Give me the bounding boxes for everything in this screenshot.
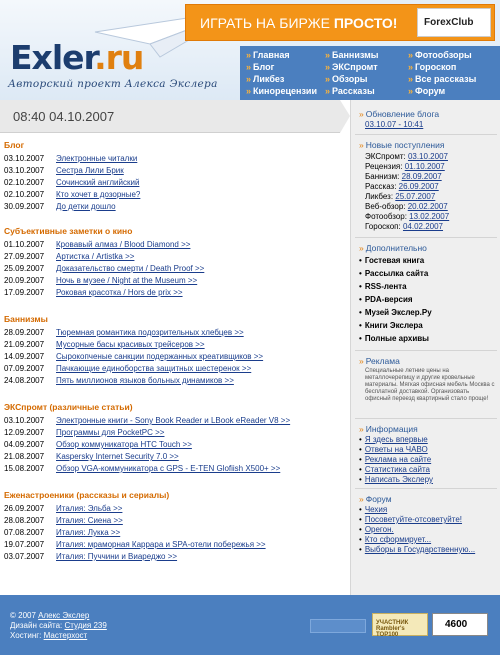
list-item	[4, 428, 164, 437]
forum-item	[359, 515, 462, 524]
forum-link[interactable]: Кто сформирует...	[364, 535, 432, 544]
sidebar-title-new: » Новые поступления	[359, 140, 444, 150]
new-item	[365, 152, 448, 161]
item-date: 15.08.2007	[4, 464, 45, 473]
item-link[interactable]: Артистка / Artistka >>	[56, 252, 135, 261]
visitor-counter-badge[interactable]	[432, 613, 488, 636]
info-item	[359, 435, 428, 444]
item-date: 03.10.2007	[4, 154, 45, 163]
banner-brand: ForexClub	[424, 17, 474, 28]
list-item	[4, 276, 197, 285]
nav-expromt[interactable]: » ЭКСпромт	[325, 62, 378, 72]
extra-guestbook[interactable]: • Гостевая книга	[359, 256, 424, 265]
banner-brand-logo	[417, 8, 491, 37]
item-date: 03.07.2007	[4, 552, 45, 561]
nav-likbez[interactable]: » Ликбез	[246, 74, 284, 84]
section-title-kino: Субъективные заметки о кино	[4, 226, 133, 236]
list-item	[4, 288, 183, 297]
list-item	[4, 264, 204, 273]
logo-domain: .ru	[94, 38, 144, 77]
item-link[interactable]: Ночь в музее / Night at the Museum >>	[56, 276, 198, 285]
item-link[interactable]: Сырокопченые санкции подержанных креативщиков >>	[56, 352, 264, 361]
forum-item	[359, 545, 475, 554]
divider	[355, 350, 497, 351]
item-date: 27.09.2007	[4, 252, 45, 261]
current-datetime: 08:40 04.10.2007	[13, 109, 115, 124]
list-item	[4, 240, 190, 249]
item-date: 07.08.2007	[4, 528, 45, 537]
footer-design	[10, 621, 107, 630]
item-date: 07.09.2007	[4, 364, 45, 373]
item-date: 19.07.2007	[4, 540, 45, 549]
item-date: 30.09.2007	[4, 202, 45, 211]
sidebar-title-forum: » Форум	[359, 494, 392, 504]
new-item	[365, 202, 448, 211]
list-item	[4, 516, 123, 525]
site-header	[0, 0, 500, 100]
new-item	[365, 182, 439, 191]
item-date: 02.10.2007	[4, 190, 45, 199]
extra-archives[interactable]: • Полные архивы	[359, 334, 429, 343]
nav-glavnaya[interactable]: » Главная	[246, 50, 290, 60]
forum-item	[359, 535, 431, 544]
item-date: 12.09.2007	[4, 428, 45, 437]
info-link[interactable]: Статистика сайта	[364, 465, 430, 474]
item-link[interactable]: До детки дошло	[56, 202, 116, 211]
new-item-date[interactable]: 25.07.2007	[395, 192, 436, 201]
item-link[interactable]: Пачкающие единоборства защитных шестеренок >>	[56, 364, 252, 373]
section-title-expromt: ЭКСпромт (различные статьи)	[4, 402, 133, 412]
item-date: 04.09.2007	[4, 440, 45, 449]
item-date: 14.09.2007	[4, 352, 45, 361]
new-item-date[interactable]: 28.09.2007	[401, 172, 442, 181]
footer-hosting	[10, 631, 87, 640]
info-link[interactable]: Я здесь впервые	[364, 435, 428, 444]
list-item	[4, 202, 116, 211]
top-navigation	[240, 46, 500, 100]
item-date: 03.10.2007	[4, 416, 45, 425]
site-tagline: Авторский проект Алекса Экслера	[8, 78, 218, 90]
info-item	[359, 465, 430, 474]
item-date: 03.10.2007	[4, 166, 45, 175]
item-link[interactable]: Италия: мраморная Каррара и SPA-отели побережья >>	[56, 540, 266, 549]
item-link[interactable]: Обзор VGA-коммуникатора с GPS - E-TEN Glofiish X500+ >>	[56, 464, 281, 473]
info-link[interactable]: Написать Экслеру	[364, 475, 433, 484]
footer-copyright	[10, 611, 89, 620]
list-item	[4, 166, 124, 175]
item-date: 02.10.2007	[4, 178, 45, 187]
forum-link[interactable]: Орегон.	[364, 525, 394, 534]
nav-bannizmy[interactable]: » Баннизмы	[325, 50, 379, 60]
forum-link[interactable]: Чехия	[364, 505, 388, 514]
item-date: 17.09.2007	[4, 288, 45, 297]
nav-goroskop[interactable]: » Гороскоп	[408, 62, 456, 72]
rambler-badge-text: УЧАСТНИК Rambler's TOP100	[376, 620, 409, 638]
forum-item	[359, 505, 387, 514]
nav-vse-rasskazy[interactable]: » Все рассказы	[408, 74, 476, 84]
list-item	[4, 452, 179, 461]
new-item-label: Ликбез:	[365, 192, 396, 201]
nav-blog[interactable]: » Блог	[246, 62, 274, 72]
new-item-date[interactable]: 26.09.2007	[398, 182, 439, 191]
info-link[interactable]: Ответы на ЧАВО	[364, 445, 428, 454]
new-item-date[interactable]: 13.02.2007	[409, 212, 450, 221]
section-title-ezhenastroeniki: Еженастроеники (рассказы и сериалы)	[4, 490, 170, 500]
list-item	[4, 252, 134, 261]
item-link[interactable]: Мусорные басы красивых трейсеров >>	[56, 340, 205, 349]
new-item	[365, 162, 445, 171]
copyright-prefix: © 2007	[10, 611, 39, 620]
item-link[interactable]: Тюремная романтика подозрительных хлебцев >>	[56, 328, 244, 337]
new-item	[365, 222, 443, 231]
info-item	[359, 455, 431, 464]
new-item-label: Гороскоп:	[365, 222, 403, 231]
list-item	[4, 440, 192, 449]
datetime-bar	[0, 100, 350, 133]
site-footer	[0, 595, 500, 655]
item-date: 21.09.2007	[4, 340, 45, 349]
list-item	[4, 178, 139, 187]
list-item	[4, 340, 205, 349]
item-link[interactable]: Электронные книги - Sony Book Reader и LBook eReader V8 >>	[56, 416, 291, 425]
list-item	[4, 464, 280, 473]
nav-obzory[interactable]: » Обзоры	[325, 74, 367, 84]
ads-text[interactable]: Специальные летние цены на металлочерепицу и другие кровельные материалы. Мягкая офисная мебель Москва с бесплатной доставкой. Организовать офисный переезд квартирный стало проще!	[365, 368, 495, 402]
item-link[interactable]: Kaspersky Internet Security 7.0 >>	[56, 452, 179, 461]
new-item-date[interactable]: 20.02.2007	[407, 202, 448, 211]
list-item	[4, 328, 244, 337]
sidebar-title-info: » Информация	[359, 424, 418, 434]
design-studio-link[interactable]: Студия 239	[64, 621, 107, 630]
main-content	[0, 133, 350, 595]
divider	[355, 237, 497, 238]
item-link[interactable]: Кто хочет в дозорные?	[56, 190, 141, 199]
right-sidebar	[350, 100, 500, 595]
item-date: 25.09.2007	[4, 264, 45, 273]
rambler-top100-badge[interactable]	[372, 613, 428, 636]
new-item-date[interactable]: 03.10.2007	[407, 152, 448, 161]
item-date: 01.10.2007	[4, 240, 45, 249]
item-link[interactable]: Италия: Сиена >>	[56, 516, 123, 525]
forum-item	[359, 525, 394, 534]
item-link[interactable]: Италия: Пуччини и Виареджо >>	[56, 552, 178, 561]
list-item	[4, 552, 177, 561]
new-item-label: ЭКСпромт:	[365, 152, 408, 161]
item-date: 21.08.2007	[4, 452, 45, 461]
new-item-label: Веб-обзор:	[365, 202, 408, 211]
item-date: 24.08.2007	[4, 376, 45, 385]
item-link[interactable]: Кровавый алмаз / Blood Diamond >>	[56, 240, 191, 249]
forex-banner[interactable]	[185, 4, 495, 41]
new-item	[365, 212, 449, 221]
item-link[interactable]: Пять миллионов языков больных динамиков >>	[56, 376, 234, 385]
hosting-prefix: Хостинг:	[10, 631, 44, 640]
extra-pda[interactable]: • PDA-версия	[359, 295, 413, 304]
item-link[interactable]: Сестра Лили Брик	[56, 166, 124, 175]
hosting-link[interactable]: Мастерхост	[43, 631, 88, 640]
item-link[interactable]: Обзор коммуникатора HTC Touch >>	[56, 440, 192, 449]
divider	[355, 418, 497, 419]
list-item	[4, 154, 137, 163]
blog-update-time	[365, 120, 423, 129]
divider	[355, 134, 497, 135]
copyright-author-link[interactable]: Алекс Экслер	[38, 611, 90, 620]
section-title-bannizmy: Баннизмы	[4, 314, 48, 324]
section-title-blog: Блог	[4, 140, 25, 150]
item-link[interactable]: Сочинский английский	[56, 178, 140, 187]
info-item	[359, 475, 433, 484]
item-date: 28.09.2007	[4, 328, 45, 337]
list-item	[4, 540, 266, 549]
new-item-label: Рассказ:	[365, 182, 399, 191]
new-item-label: Баннизм:	[365, 172, 402, 181]
item-date: 28.08.2007	[4, 516, 45, 525]
item-link[interactable]: Электронные читалки	[56, 154, 138, 163]
item-link[interactable]: Доказательство смерти / Death Proof >>	[56, 264, 205, 273]
new-item	[365, 192, 435, 201]
divider	[355, 488, 497, 489]
item-link[interactable]: Программы для PocketPC >>	[56, 428, 165, 437]
new-item-date[interactable]: 01.10.2007	[404, 162, 445, 171]
nav-kinoretsenzii[interactable]: » Кинорецензии	[246, 86, 317, 96]
footer-counter-box[interactable]	[310, 619, 366, 633]
extra-mailing[interactable]: • Рассылка сайта	[359, 269, 428, 278]
list-item	[4, 190, 140, 199]
site-logo[interactable]	[10, 38, 143, 77]
new-item-label: Фотообзор:	[365, 212, 410, 221]
sidebar-title-update: » Обновление блога	[359, 109, 439, 119]
new-item-date[interactable]: 04.02.2007	[402, 222, 444, 231]
extra-rss[interactable]: • RSS-лента	[359, 282, 407, 291]
list-item	[4, 416, 290, 425]
item-link[interactable]: Италия: Лукка >>	[56, 528, 121, 537]
list-item	[4, 504, 122, 513]
nav-fotoobzory[interactable]: » Фотообзоры	[408, 50, 472, 60]
nav-rasskazy[interactable]: » Рассказы	[325, 86, 375, 96]
list-item	[4, 364, 251, 373]
banner-text	[200, 15, 397, 31]
extra-books[interactable]: • Книги Экслера	[359, 321, 423, 330]
item-date: 20.09.2007	[4, 276, 45, 285]
blog-update-link[interactable]: 03.10.07 - 10:41	[365, 120, 424, 129]
new-item	[365, 172, 442, 181]
item-date: 26.09.2007	[4, 504, 45, 513]
sidebar-title-extra: » Дополнительно	[359, 243, 427, 253]
sidebar-title-ads: » Реклама	[359, 356, 400, 366]
item-link[interactable]: Италия: Эльба >>	[56, 504, 123, 513]
design-prefix: Дизайн сайта:	[10, 621, 65, 630]
logo-main: Exler	[10, 38, 95, 77]
list-item	[4, 528, 120, 537]
info-item	[359, 445, 428, 454]
forum-link[interactable]: Выборы в Государственную...	[364, 545, 476, 554]
extra-museum[interactable]: • Музей Экслер.Ру	[359, 308, 432, 317]
list-item	[4, 352, 263, 361]
item-link[interactable]: Роковая красотка / Hors de prix >>	[56, 288, 183, 297]
list-item	[4, 376, 234, 385]
nav-forum[interactable]: » Форум	[408, 86, 445, 96]
chevron-right-icon	[340, 100, 350, 133]
info-link[interactable]: Реклама на сайте	[364, 455, 432, 464]
forum-link[interactable]: Посоветуйте-отсоветуйте!	[364, 515, 463, 524]
visitor-count: 4600	[445, 619, 468, 630]
new-item-label: Рецензия:	[365, 162, 405, 171]
banner-text-normal: ИГРАТЬ НА БИРЖЕ	[200, 15, 334, 31]
banner-text-bold: ПРОСТО!	[333, 15, 398, 31]
